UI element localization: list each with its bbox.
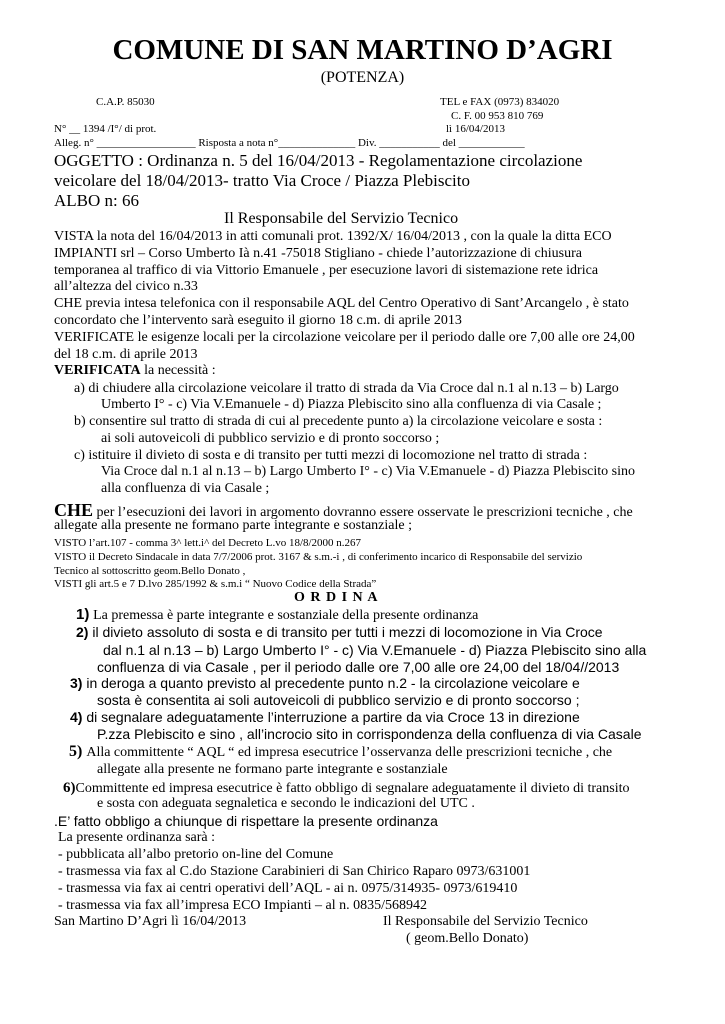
distribution-intro: La presente ordinanza sarà : [58,830,216,845]
list-item: Via Croce dal n.1 al n.13 – b) Largo Umberto I° - c) Via V.Emanuele - d) Piazza Plebiscito sino [101,464,635,479]
body-line: VISTA la nota del 16/04/2013 in atti comunali prot. 1392/X/ 16/04/2013 , con la quale la ditta ECO [54,229,612,244]
signer-title: Il Responsabile del Servizio Tecnico [383,914,588,929]
body-line: CHE previa intesa telefonica con il responsabile AQL del Centro Operativo di Sant’Arcangelo , è stato [54,296,629,311]
distribution-item: - pubblicata all’albo pretorio on-line del Comune [58,847,334,862]
ordina-item-4-cont: P.zza Plebiscito e sino , all’incrocio sito in corrispondenza della confluenza di via Casale [97,726,642,742]
ordina-item-2-cont: confluenza di via Casale , per il periodo dalle ore 7,00 alle ore 24,00 del 18/04//2013 [97,659,620,675]
body-line: concordato che l’intervento sarà eseguito il giorno 18 c.m. di aprile 2013 [54,313,462,328]
item-text: il divieto assoluto di sosta e di transito per tutti i mezzi di locomozione in Via Croce [92,624,603,640]
body-line: del 18 c.m. di aprile 2013 [54,347,198,362]
postal-code: C.A.P. 85030 [96,96,155,108]
item-text: Committente ed impresa esecutrice è fatto obbligo di segnalare adeguatamente il divieto di transito [75,781,630,796]
body-line: all’altezza del civico n.33 [54,279,198,294]
subject-line: OGGETTO : Ordinanza n. 5 del 16/04/2013 - Regolamentazione circolazione [54,151,583,170]
body-line: VERIFICATE le esigenze locali per la circolazione veicolare per il periodo dalle ore 7,00 alle ore 24,00 [54,330,635,345]
obbligo-line: .E’ fatto obbligo a chiunque di rispettare la presente ordinanza [54,813,438,829]
distribution-item: - trasmessa via fax ai centri operativi dell’AQL - ai n. 0975/314935- 0973/619410 [58,881,518,896]
signer-name: ( geom.Bello Donato) [406,931,529,946]
item-text: La premessa è parte integrante e sostanziale della presente ordinanza [93,608,479,623]
list-item: alla confluenza di via Casale ; [101,481,270,496]
place-date: San Martino D’Agri lì 16/04/2013 [54,914,247,929]
responsabile-heading: Il Responsabile del Servizio Tecnico [224,210,459,227]
albo-number: ALBO n: 66 [54,191,139,210]
che-line-2: allegate alla presente ne formano parte integrante e sostanziale ; [54,518,412,533]
ordina-item-1 [76,606,478,624]
ordina-item-6 [63,779,629,797]
ordina-item-5-cont: allegate alla presente ne formano parte integrante e sostanziale [97,762,448,777]
item-number: 2) [76,624,89,640]
page-title: COMUNE DI SAN MARTINO D’AGRI [112,34,613,66]
ordina-item-6-cont: e sosta con adeguata segnaletica e secondo le indicazioni del UTC . [97,796,475,811]
list-item: b) consentire sul tratto di strada di cui al precedente punto a) la circolazione veicolare e sosta : [74,414,603,429]
item-number: 5) [69,743,83,760]
visti-line: VISTI gli art.5 e 7 D.lvo 285/1992 & s.m.i “ Nuovo Codice della Strada” [54,578,377,590]
item-number: 6) [63,780,76,796]
list-item: c) istituire il divieto di sosta e di transito per tutti mezzi di locomozione nel tratto di strada : [74,448,588,463]
che-label: CHE [54,500,94,520]
visto-line: VISTO l’art.107 - comma 3^ lett.i^ del Decreto L.vo 18/8/2000 n.267 [54,537,362,549]
item-number: 1) [76,606,90,623]
item-number: 3) [70,675,83,691]
visto-line: Tecnico al sottoscritto geom.Bello Donato , [54,565,246,577]
ordina-item-3-cont: sosta è consentita ai soli autoveicoli di pubblico servizio e di pronto soccorso ; [97,692,580,708]
body-line: temporanea al traffico di via Vittorio Emanuele , per esecuzione lavori di sistemazione rete idrica [54,263,599,278]
list-item: ai soli autoveicoli di pubblico servizio e di pronto soccorso ; [101,431,440,446]
item-text: Alla committente “ AQL “ ed impresa esecutrice l’osservanza delle prescrizioni tecniche , che [86,745,613,760]
visto-line: VISTO il Decreto Sindacale in data 7/7/2006 prot. 3167 & s.m.-i , di conferimento incarico di Responsabile del servizio [54,551,583,563]
distribution-item: - trasmessa via fax all’impresa ECO Impianti – al n. 0835/568942 [58,898,427,913]
ordina-item-4 [70,709,580,725]
verificata-line [54,363,216,379]
ordina-item-2 [76,624,603,640]
protocol-number: N° __ 1394 /I°/ di prot. [54,123,157,135]
verificata-text: la necessità : [144,363,216,378]
subject-line: veicolare del 18/04/2013- tratto Via Croce / Piazza Plebiscito [54,171,470,190]
ordina-item-3 [70,675,580,691]
list-item: Umberto I° - c) Via V.Emanuele - d) Piazza Plebiscito sino alla confluenza di via Casale ; [101,397,602,412]
list-item: a) di chiudere alla circolazione veicolare il tratto di strada da Via Croce dal n.1 al n.13 – b) Largo [74,381,619,396]
ordina-item-5 [69,743,612,761]
item-number: 4) [70,709,83,725]
item-text: di segnalare adeguatamente l’interruzione a partire da via Croce 13 in direzione [86,709,580,725]
province: (POTENZA) [320,69,405,86]
body-line: IMPIANTI srl – Corso Umberto Ià n.41 -75018 Stigliano - chiede l’autorizzazione di chiusura [54,246,582,261]
fiscal-code: C. F. 00 953 810 769 [451,110,544,122]
distribution-item: - trasmessa via fax al C.do Stazione Carabinieri di San Chirico Raparo 0973/631001 [58,864,531,879]
header-date: lì 16/04/2013 [446,123,505,135]
ordina-item-2-cont: dal n.1 al n.13 – b) Largo Umberto I° - c) Via V.Emanuele - d) Piazza Plebiscito sino alla [103,642,647,658]
che-text: per l’esecuzioni dei lavori in argomento dovranno essere osservate le prescrizioni tecniche , che [93,505,633,520]
item-text: in deroga a quanto previsto al precedente punto n.2 - la circolazione veicolare e [86,675,580,691]
verificata-label: VERIFICATA [54,363,141,378]
attachments-line: Alleg. n° __________________ Risposta a nota n°______________ Div. ___________ del ____________ [54,137,525,149]
phone-fax: TEL e FAX (0973) 834020 [440,96,560,108]
ordina-heading: O R D I N A [294,590,379,605]
